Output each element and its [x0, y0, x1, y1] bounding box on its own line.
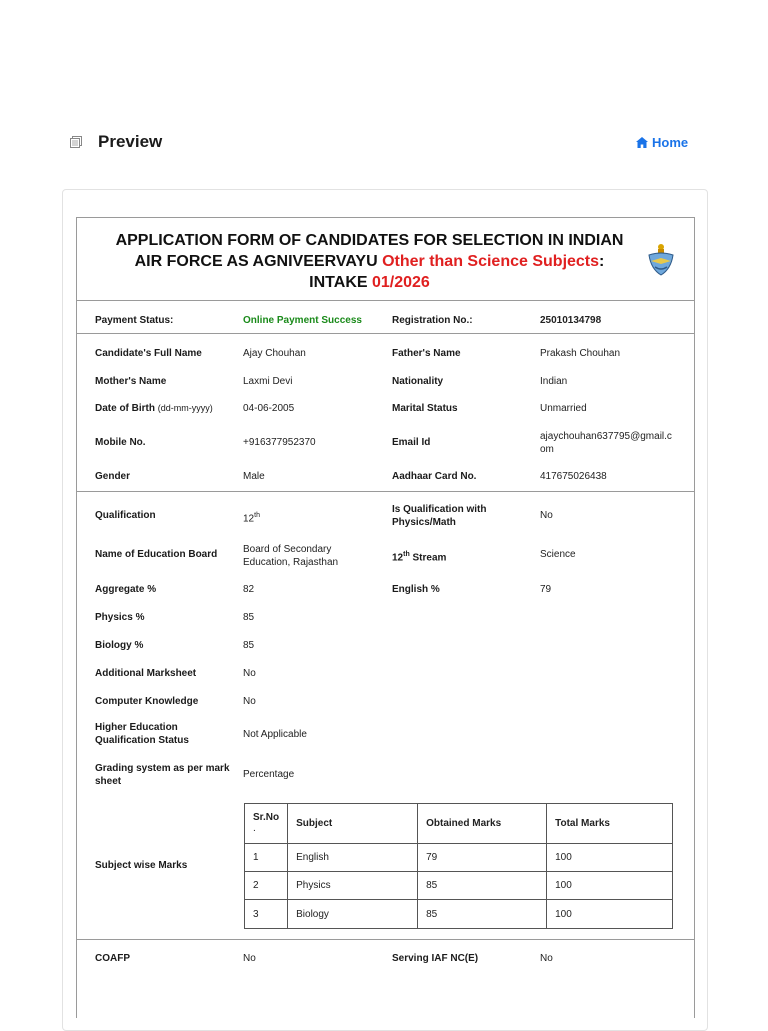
education-board-value: Board of Secondary Education, Rajasthan	[243, 544, 339, 568]
table-cell: 100	[547, 844, 673, 872]
father-name-label: Father's Name	[392, 348, 461, 359]
home-icon	[636, 137, 648, 148]
page-title: Preview	[98, 132, 163, 151]
full-name-value: Ajay Chouhan	[243, 348, 306, 359]
father-name-value: Prakash Chouhan	[540, 348, 621, 359]
physics-percent-value: 85	[243, 612, 255, 623]
education-board-label: Name of Education Board	[95, 549, 218, 560]
gender-value: Male	[243, 471, 265, 482]
divider	[77, 333, 694, 334]
table-cell: 3	[245, 900, 288, 929]
computer-knowledge-label: Computer Knowledge	[95, 696, 199, 707]
biology-percent-label: Biology %	[95, 640, 144, 651]
marital-status-value: Unmarried	[540, 403, 587, 414]
table-cell: 2	[245, 872, 288, 900]
form-title-line3: INTAKE 01/2026	[309, 274, 430, 291]
table-row	[245, 900, 673, 929]
full-name-label: Candidate's Full Name	[95, 348, 202, 359]
higher-education-label: Higher Education Qualification Status	[95, 722, 189, 746]
qualification-pm-label: Is Qualification with Physics/Math	[392, 504, 487, 528]
physics-percent-label: Physics %	[95, 612, 145, 623]
nationality-label: Nationality	[392, 376, 444, 387]
table-cell: English	[288, 844, 418, 872]
table-cell: 1	[245, 844, 288, 872]
gender-label: Gender	[95, 471, 131, 482]
biology-percent-value: 85	[243, 640, 255, 651]
email-value: ajaychouhan637795@gmail.c om	[540, 431, 672, 455]
table-cell: 79	[418, 844, 547, 872]
stream-label: 12th Stream	[392, 551, 447, 564]
additional-marksheet-value: No	[243, 668, 256, 679]
table-header-row	[245, 804, 673, 844]
document-icon	[70, 135, 82, 147]
table-cell: 100	[547, 900, 673, 929]
mobile-value: +916377952370	[243, 437, 316, 448]
serving-iaf-value: No	[540, 953, 553, 964]
grading-system-label: Grading system as per mark sheet	[95, 763, 230, 787]
coafp-label: COAFP	[95, 953, 130, 964]
table-cell: 100	[547, 872, 673, 900]
divider	[77, 491, 694, 492]
serving-iaf-label: Serving IAF NC(E)	[392, 953, 479, 964]
table-cell: Biology	[288, 900, 418, 929]
computer-knowledge-value: No	[243, 696, 256, 707]
table-row	[245, 844, 673, 872]
home-link[interactable]	[636, 135, 688, 150]
divider	[77, 939, 694, 940]
additional-marksheet-label: Additional Marksheet	[95, 668, 197, 679]
english-percent-label: English %	[392, 584, 440, 595]
email-label: Email Id	[392, 437, 431, 448]
table-cell: 85	[418, 872, 547, 900]
marital-status-label: Marital Status	[392, 403, 458, 414]
home-label: Home	[652, 135, 689, 150]
column-header: Total Marks	[547, 804, 673, 844]
grading-system-value: Percentage	[243, 769, 295, 780]
payment-status-value: Online Payment Success	[243, 315, 362, 326]
column-header: Sr.No .	[245, 804, 288, 844]
table-cell: 85	[418, 900, 547, 929]
form-title	[97, 230, 642, 293]
aadhaar-label: Aadhaar Card No.	[392, 471, 477, 482]
form-title-line2: AIR FORCE AS AGNIVEERVAYU Other than Science Subjects:	[134, 253, 605, 270]
aggregate-value: 82	[243, 584, 255, 595]
dob-label: Date of Birth (dd-mm-yyyy)	[95, 403, 213, 414]
column-header: Subject	[288, 804, 418, 844]
registration-value: 25010134798	[540, 315, 602, 326]
aggregate-label: Aggregate %	[95, 584, 157, 595]
nationality-value: Indian	[540, 376, 568, 387]
registration-label: Registration No.:	[392, 315, 473, 326]
qualification-label: Qualification	[95, 510, 156, 521]
higher-education-value: Not Applicable	[243, 729, 307, 740]
form-header	[77, 218, 694, 301]
mother-name-value: Laxmi Devi	[243, 376, 293, 387]
qualification-pm-value: No	[540, 510, 553, 521]
table-row	[245, 872, 673, 900]
dob-value: 04-06-2005	[243, 403, 295, 414]
form-title-line1: APPLICATION FORM OF CANDIDATES FOR SELECTION IN INDIAN	[115, 232, 624, 249]
table-cell: Physics	[288, 872, 418, 900]
english-percent-value: 79	[540, 584, 552, 595]
aadhaar-value: 417675026438	[540, 471, 607, 482]
coafp-value: No	[243, 953, 256, 964]
iaf-emblem-icon	[645, 243, 677, 277]
subject-marks-table	[244, 803, 673, 929]
page-header	[0, 125, 768, 161]
column-header: Obtained Marks	[418, 804, 547, 844]
payment-status-label: Payment Status:	[95, 315, 174, 326]
mobile-label: Mobile No.	[95, 437, 146, 448]
stream-value: Science	[540, 549, 576, 560]
application-form	[76, 217, 695, 1018]
qualification-value: 12th	[243, 512, 260, 525]
mother-name-label: Mother's Name	[95, 376, 167, 387]
subject-marks-label: Subject wise Marks	[95, 860, 188, 871]
